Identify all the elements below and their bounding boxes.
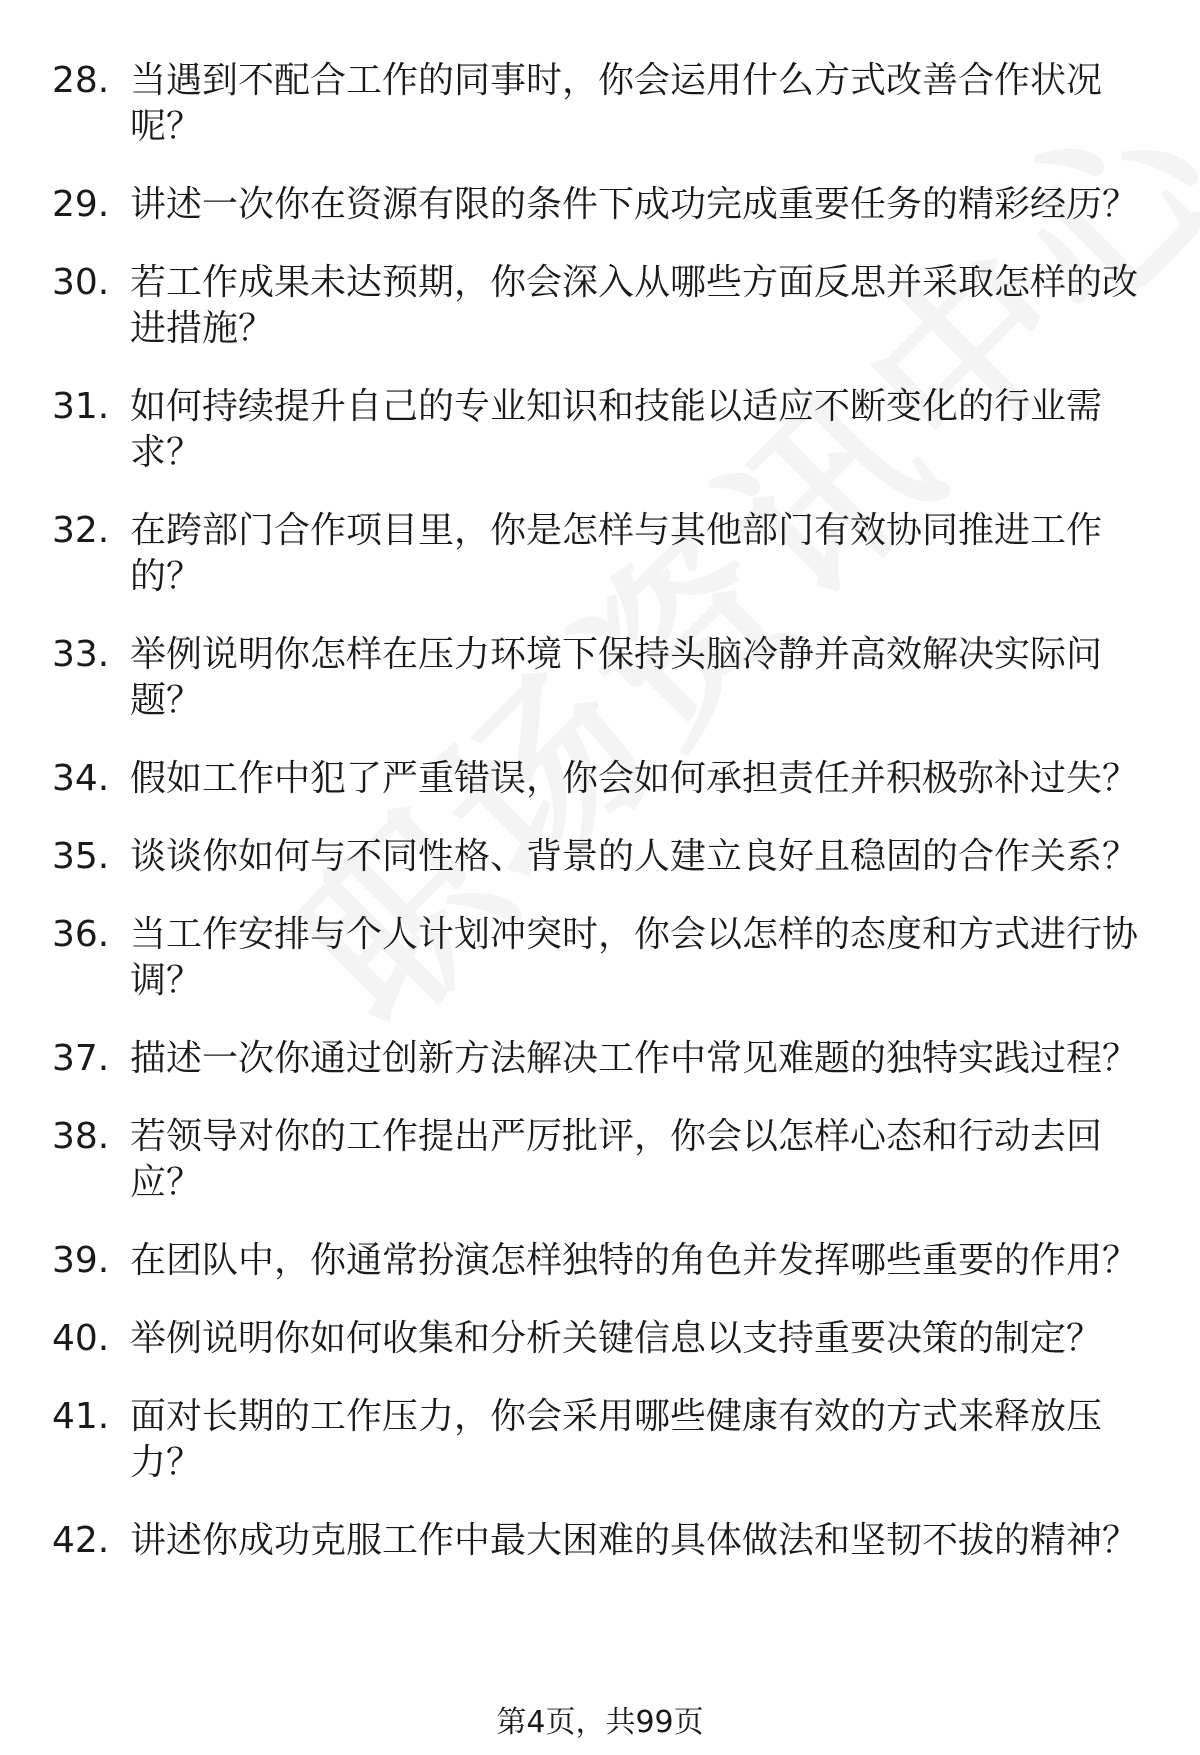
question-number: 40. <box>52 1318 110 1359</box>
question-text: 讲述你成功克服工作中最大困难的具体做法和坚韧不拔的精神？ <box>130 1520 1139 1561</box>
question-number: 38. <box>52 1116 110 1157</box>
question-item <box>0 384 1200 476</box>
question-number: 36. <box>52 914 110 955</box>
question-text: 当工作安排与个人计划冲突时，你会以怎样的态度和方式进行协调？ <box>130 914 1139 1001</box>
question-text: 举例说明你如何收集和分析关键信息以支持重要决策的制定？ <box>130 1318 1103 1359</box>
question-item <box>0 182 1200 228</box>
question-text: 当遇到不配合工作的同事时，你会运用什么方式改善合作状况呢？ <box>130 60 1103 147</box>
question-item <box>0 1036 1200 1082</box>
question-number: 42. <box>52 1520 110 1561</box>
question-item <box>0 756 1200 802</box>
question-number: 28. <box>52 60 110 101</box>
question-number: 39. <box>52 1240 110 1281</box>
question-number: 35. <box>52 836 110 877</box>
question-item <box>0 1394 1200 1486</box>
question-item <box>0 632 1200 724</box>
question-text: 描述一次你通过创新方法解决工作中常见难题的独特实践过程？ <box>130 1038 1139 1079</box>
question-item <box>0 1238 1200 1284</box>
question-text: 若工作成果未达预期，你会深入从哪些方面反思并采取怎样的改进措施？ <box>130 262 1139 349</box>
question-number: 37. <box>52 1038 110 1079</box>
question-number: 34. <box>52 758 110 799</box>
question-number: 32. <box>52 510 110 551</box>
question-list <box>0 58 1200 1596</box>
question-item <box>0 834 1200 880</box>
question-text: 在跨部门合作项目里，你是怎样与其他部门有效协同推进工作的？ <box>130 510 1103 597</box>
question-number: 29. <box>52 184 110 225</box>
question-item <box>0 1518 1200 1564</box>
question-text: 讲述一次你在资源有限的条件下成功完成重要任务的精彩经历？ <box>130 184 1139 225</box>
question-item <box>0 912 1200 1004</box>
question-text: 举例说明你怎样在压力环境下保持头脑冷静并高效解决实际问题？ <box>130 634 1103 721</box>
question-item <box>0 260 1200 352</box>
page-footer <box>0 1705 1200 1741</box>
question-text: 假如工作中犯了严重错误，你会如何承担责任并积极弥补过失？ <box>130 758 1139 799</box>
question-text: 面对长期的工作压力，你会采用哪些健康有效的方式来释放压力？ <box>130 1396 1103 1483</box>
question-item <box>0 1316 1200 1362</box>
page-number-label: 第4页，共99页 <box>496 1705 704 1740</box>
question-text: 如何持续提升自己的专业知识和技能以适应不断变化的行业需求？ <box>130 386 1103 473</box>
question-text: 在团队中，你通常扮演怎样独特的角色并发挥哪些重要的作用？ <box>130 1240 1139 1281</box>
question-item <box>0 58 1200 150</box>
question-number: 31. <box>52 386 110 427</box>
question-text: 若领导对你的工作提出严厉批评，你会以怎样心态和行动去回应？ <box>130 1116 1103 1203</box>
question-item <box>0 1114 1200 1206</box>
question-number: 33. <box>52 634 110 675</box>
question-number: 41. <box>52 1396 110 1437</box>
question-text: 谈谈你如何与不同性格、背景的人建立良好且稳固的合作关系？ <box>130 836 1139 877</box>
question-number: 30. <box>52 262 110 303</box>
question-item <box>0 508 1200 600</box>
